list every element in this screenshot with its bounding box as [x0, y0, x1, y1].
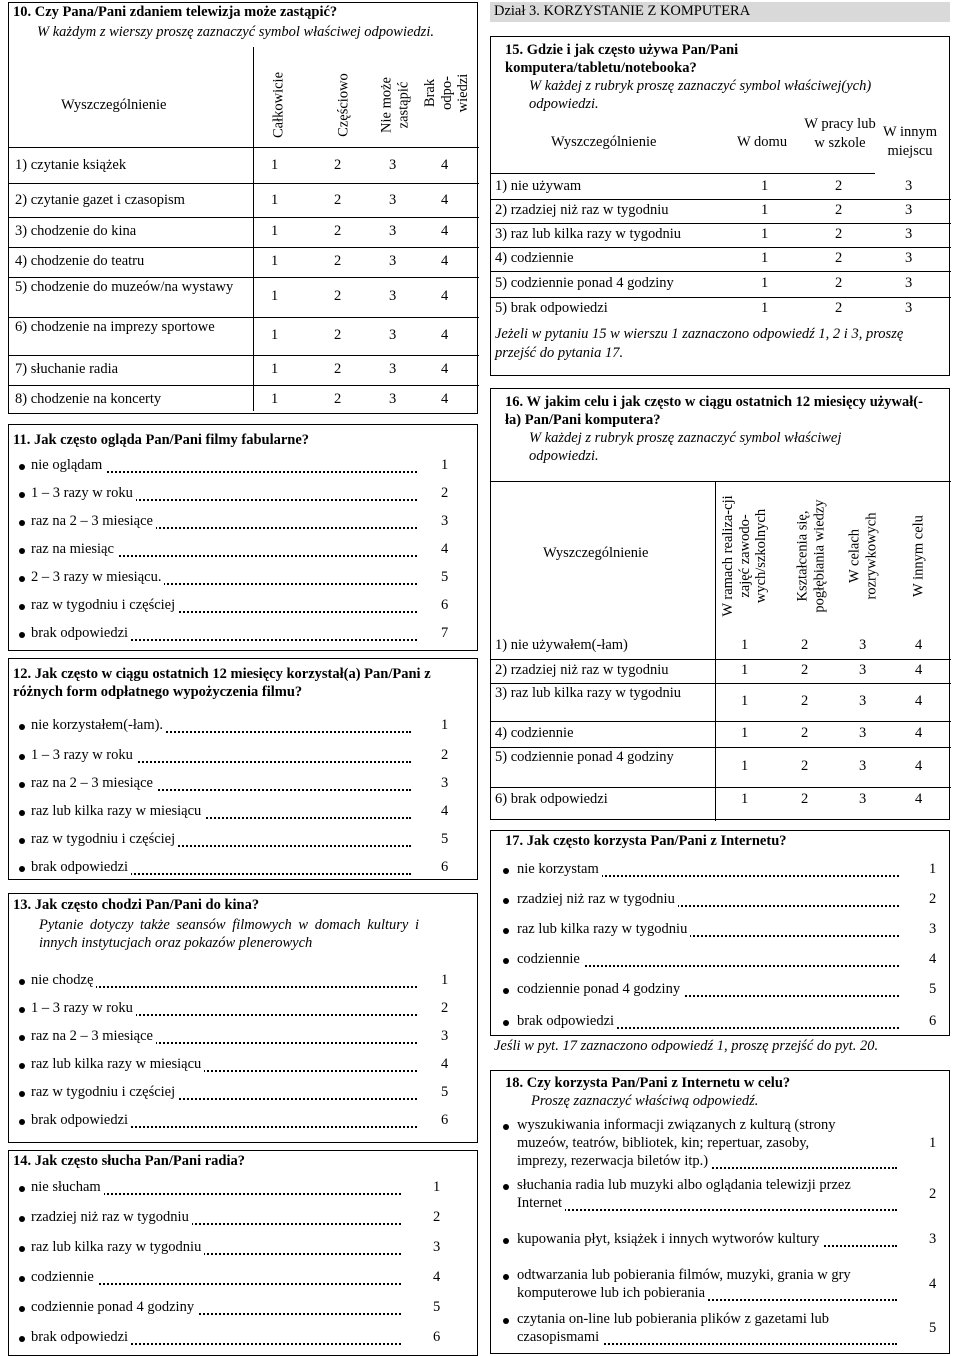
q13-bullet-icon [19, 1091, 25, 1097]
q10-code-4[interactable]: 4 [441, 391, 449, 407]
q14-bullet-icon [19, 1336, 25, 1342]
q18-option-code[interactable]: 4 [929, 1276, 937, 1292]
q12-option-code[interactable]: 3 [441, 775, 449, 791]
q10-col-header-4: Brak odpo-wiedzi [421, 73, 472, 113]
q15-code-3[interactable]: 3 [905, 300, 913, 316]
q17-option-code[interactable]: 6 [929, 1013, 937, 1029]
q13-option-label[interactable]: raz w tygodniu i częściej [31, 1084, 178, 1101]
q10-code-1[interactable]: 1 [271, 157, 279, 173]
q13-box [8, 893, 478, 1143]
q16-box [490, 388, 950, 820]
q12-option-code[interactable]: 5 [441, 831, 449, 847]
q15-code-2[interactable]: 2 [835, 250, 843, 266]
q17-option-label[interactable]: codziennie [517, 951, 583, 968]
q14-bullet-icon [19, 1246, 25, 1252]
q13-option-label[interactable]: brak odpowiedzi [31, 1112, 131, 1129]
q14-option-code[interactable]: 1 [433, 1179, 441, 1195]
q18-bullet-icon [503, 1274, 509, 1280]
q13-option-code[interactable]: 3 [441, 1028, 449, 1044]
section3-bar [490, 2, 950, 22]
q11-bullet-icon [19, 576, 25, 582]
q11-option-label[interactable]: nie oglądam [31, 457, 105, 474]
q14-option-code[interactable]: 3 [433, 1239, 441, 1255]
q10-col-header-1: Całkowicie [270, 71, 287, 139]
q10-code-3[interactable]: 3 [389, 288, 397, 304]
q15-code-2[interactable]: 2 [835, 226, 843, 242]
q12-option-label[interactable]: 1 – 3 razy w roku [31, 747, 136, 764]
q15-code-2[interactable]: 2 [835, 275, 843, 291]
q10-col-header-2: Częściowo [335, 73, 352, 137]
q10-code-4[interactable]: 4 [441, 157, 449, 173]
q11-option-label[interactable]: raz na miesiąc [31, 541, 117, 558]
q11-option-code[interactable]: 2 [441, 485, 449, 501]
q12-bullet-icon [19, 724, 25, 730]
q16-code-2[interactable]: 2 [801, 637, 809, 653]
q16-col-header-2: Kształcenia się, pogłębiania wiedzy [794, 499, 827, 613]
q12-option-label[interactable]: brak odpowiedzi [31, 859, 131, 876]
q10-row [9, 277, 477, 317]
q11-option-code[interactable]: 6 [441, 597, 449, 613]
q16-row-label: 5) codziennie ponad 4 godziny [495, 749, 674, 765]
q10-row-label: 3) chodzenie do kina [15, 223, 137, 239]
q10-code-2[interactable]: 2 [334, 157, 342, 173]
q15-row [491, 297, 949, 321]
q18-bullet-icon [503, 1318, 509, 1324]
q16-title: 16. W jakim celu i jak często w ciągu ostatnich 12 miesięcy używał(-ła) Pan/Pani komputera? [505, 394, 923, 428]
q16-row-label: 1) nie używałem(-łam) [495, 637, 628, 653]
q16-row-label: 2) rzadziej niż raz w tygodniu [495, 662, 669, 678]
q16-col-header-4: W innym celu [910, 515, 927, 597]
q16-code-4[interactable]: 4 [915, 662, 923, 678]
q10-code-3[interactable]: 3 [389, 391, 397, 407]
q15-row-label: 1) nie używam [495, 178, 582, 194]
q15-row [491, 223, 949, 247]
q17-bullet-icon [503, 958, 509, 964]
q12-bullet-icon [19, 866, 25, 872]
q17-bullet-icon [503, 868, 509, 874]
q15-col-header-2: W pracy lub w szkole [804, 116, 876, 151]
q16-code-1[interactable]: 1 [741, 791, 749, 807]
q15-row-label: 2) rzadziej niż raz w tygodniu [495, 202, 669, 218]
q10-row [9, 317, 477, 355]
q17-note: Jeśli w pyt. 17 zaznaczono odpowiedź 1, proszę przejść do pyt. 20. [494, 1038, 879, 1054]
q14-bullet-icon [19, 1276, 25, 1282]
q12-option-code[interactable]: 4 [441, 803, 449, 819]
q17-bullet-icon [503, 928, 509, 934]
q12-option-label[interactable]: nie korzystałem(-łam). [31, 717, 166, 734]
q17-option-label[interactable]: codziennie ponad 4 godziny [517, 981, 683, 998]
q15-code-2[interactable]: 2 [835, 178, 843, 194]
q16-code-1[interactable]: 1 [741, 637, 749, 653]
q15-row-label: 5) brak odpowiedzi [495, 300, 608, 316]
q10-code-2[interactable]: 2 [334, 253, 342, 269]
q11-bullet-icon [19, 464, 25, 470]
q10-code-2[interactable]: 2 [334, 192, 342, 208]
q18-bullet-icon [503, 1124, 509, 1130]
q13-option-code[interactable]: 6 [441, 1112, 449, 1128]
q10-code-1[interactable]: 1 [271, 288, 279, 304]
q16-row [491, 787, 949, 813]
q16-code-3[interactable]: 3 [859, 637, 867, 653]
q10-code-4[interactable]: 4 [441, 327, 449, 343]
q14-title: 14. Jak często słucha Pan/Pani radia? [13, 1153, 246, 1169]
q10-code-3[interactable]: 3 [389, 327, 397, 343]
q18-option-line[interactable]: czasopismami [517, 1329, 602, 1346]
q12-option-label[interactable]: raz lub kilka razy w miesiącu [31, 803, 204, 820]
q16-code-1[interactable]: 1 [741, 725, 749, 741]
q18-bullet-icon [503, 1238, 509, 1244]
q14-option-label[interactable]: raz lub kilka razy w tygodniu [31, 1239, 204, 1256]
q16-code-3[interactable]: 3 [859, 693, 867, 709]
q10-code-1[interactable]: 1 [271, 192, 279, 208]
q14-option-label[interactable]: codziennie [31, 1269, 97, 1286]
q15-code-1[interactable]: 1 [761, 226, 769, 242]
q11-option-code[interactable]: 1 [441, 457, 449, 473]
q12-bullet-icon [19, 838, 25, 844]
q18-box [490, 1070, 950, 1354]
q15-code-1[interactable]: 1 [761, 202, 769, 218]
q16-code-4[interactable]: 4 [915, 791, 923, 807]
q17-option-label[interactable]: raz lub kilka razy w tygodniu [517, 921, 690, 938]
q18-option-code[interactable]: 1 [929, 1135, 937, 1151]
q11-option-code[interactable]: 5 [441, 569, 449, 585]
q10-row-label: 7) słuchanie radia [15, 361, 119, 377]
q16-row-label: 3) raz lub kilka razy w tygodniu [495, 685, 682, 701]
q15-code-3[interactable]: 3 [905, 250, 913, 266]
q15-code-3[interactable]: 3 [905, 202, 913, 218]
q10-row-divider [9, 183, 479, 184]
q16-header-spec: Wyszczególnienie [543, 545, 649, 561]
q15-header-spec: Wyszczególnienie [551, 134, 657, 150]
q15-box [490, 36, 950, 376]
q17-option-label[interactable]: nie korzystam [517, 861, 602, 878]
q11-bullet-icon [19, 632, 25, 638]
q16-code-4[interactable]: 4 [915, 693, 923, 709]
q16-code-1[interactable]: 1 [741, 693, 749, 709]
q14-bullet-icon [19, 1186, 25, 1192]
q17-bullet-icon [503, 898, 509, 904]
q17-box [490, 830, 950, 1036]
q10-row [9, 355, 477, 385]
q16-code-3[interactable]: 3 [859, 725, 867, 741]
q18-option-line[interactable]: Internet [517, 1195, 565, 1212]
q10-row-label: 5) chodzenie do muzeów/na wystawy [15, 279, 234, 295]
q17-option-code[interactable]: 3 [929, 921, 937, 937]
q14-bullet-icon [19, 1306, 25, 1312]
q15-row [491, 175, 949, 199]
q18-option-line[interactable]: wyszukiwania informacji związanych z kulturą (strony [517, 1117, 836, 1133]
q16-row [491, 721, 949, 747]
q11-option-label[interactable]: raz na 2 – 3 miesiące [31, 513, 156, 530]
q18-option-line[interactable]: odtwarzania lub pobierania filmów, muzyki, grania w gry [517, 1267, 851, 1283]
q10-code-2[interactable]: 2 [334, 361, 342, 377]
q10-row [9, 217, 477, 247]
q12-option-code[interactable]: 2 [441, 747, 449, 763]
q10-code-3[interactable]: 3 [389, 192, 397, 208]
q16-code-3[interactable]: 3 [859, 791, 867, 807]
q16-code-3[interactable]: 3 [859, 662, 867, 678]
q16-code-2[interactable]: 2 [801, 662, 809, 678]
q14-option-code[interactable]: 6 [433, 1329, 441, 1345]
q10-code-3[interactable]: 3 [389, 157, 397, 173]
q13-instruction: Pytanie dotyczy także seansów filmowych w domach kultury i innych instytucjach oraz pokazów plenerowych [39, 917, 419, 951]
q14-option-code[interactable]: 5 [433, 1299, 441, 1315]
q16-row-label: 6) brak odpowiedzi [495, 791, 608, 807]
q13-bullet-icon [19, 1119, 25, 1125]
q10-code-2[interactable]: 2 [334, 327, 342, 343]
q14-option-label[interactable]: codziennie ponad 4 godziny [31, 1299, 197, 1316]
q11-bullet-icon [19, 520, 25, 526]
q15-code-3[interactable]: 3 [905, 178, 913, 194]
q11-bullet-icon [19, 548, 25, 554]
q15-row [491, 199, 949, 223]
q13-option-code[interactable]: 1 [441, 972, 449, 988]
q18-title: 18. Czy korzysta Pan/Pani z Internetu w celu? [505, 1075, 791, 1091]
q10-code-3[interactable]: 3 [389, 361, 397, 377]
q12-option-code[interactable]: 1 [441, 717, 449, 733]
q18-option-code[interactable]: 2 [929, 1186, 937, 1202]
q15-code-3[interactable]: 3 [905, 226, 913, 242]
q16-code-1[interactable]: 1 [741, 758, 749, 774]
q10-row-label: 6) chodzenie na imprezy sportowe [15, 319, 215, 335]
q11-option-code[interactable]: 7 [441, 625, 449, 641]
q13-bullet-icon [19, 979, 25, 985]
q13-title: 13. Jak często chodzi Pan/Pani do kina? [13, 897, 260, 913]
q12-bullet-icon [19, 754, 25, 760]
q11-title: 11. Jak często ogląda Pan/Pani filmy fabularne? [13, 432, 310, 448]
q10-code-1[interactable]: 1 [271, 327, 279, 343]
q12-option-label[interactable]: raz na 2 – 3 miesiące [31, 775, 156, 792]
q16-code-2[interactable]: 2 [801, 791, 809, 807]
q17-option-code[interactable]: 2 [929, 891, 937, 907]
q13-option-code[interactable]: 2 [441, 1000, 449, 1016]
q15-code-1[interactable]: 1 [761, 250, 769, 266]
q16-code-4[interactable]: 4 [915, 637, 923, 653]
q10-row-label: 8) chodzenie na koncerty [15, 391, 162, 407]
q10-code-3[interactable]: 3 [389, 223, 397, 239]
q18-option-line[interactable]: muzeów, teatrów, bibliotek, kin; repertuar, zasoby, [517, 1135, 810, 1151]
q14-option-label[interactable]: brak odpowiedzi [31, 1329, 131, 1346]
q17-bullet-icon [503, 988, 509, 994]
q16-code-2[interactable]: 2 [801, 758, 809, 774]
q15-code-3[interactable]: 3 [905, 275, 913, 291]
q16-row [491, 659, 949, 683]
section3-title: Dział 3. KORZYSTANIE Z KOMPUTERA [494, 3, 751, 19]
q10-code-2[interactable]: 2 [334, 288, 342, 304]
q10-row-label: 4) chodzenie do teatru [15, 253, 145, 269]
q13-option-code[interactable]: 4 [441, 1056, 449, 1072]
q10-box [8, 2, 478, 414]
q11-option-label[interactable]: 1 – 3 razy w roku [31, 485, 136, 502]
q15-code-2[interactable]: 2 [835, 202, 843, 218]
q16-instruction: W każdej z rubryk proszę zaznaczyć symbol właściwej odpowiedzi. [529, 430, 842, 464]
q18-option-line[interactable]: czytania on-line lub pobierania plików z gazetami lub [517, 1311, 830, 1327]
q10-code-2[interactable]: 2 [334, 391, 342, 407]
q10-row [9, 385, 477, 415]
q10-row [9, 185, 477, 217]
q18-option-line[interactable]: słuchania radia lub muzyki albo oglądania telewizji przez [517, 1177, 851, 1193]
q16-row [491, 683, 949, 721]
q16-col-header-1: W ramach realiza-cji zajęć zawodo-wych/szkolnych [719, 495, 770, 617]
q16-row [491, 633, 949, 659]
q12-bullet-icon [19, 782, 25, 788]
q15-title: 15. Gdzie i jak często używa Pan/Pani komputera/tabletu/notebooka? [505, 42, 739, 76]
q11-bullet-icon [19, 492, 25, 498]
q13-option-code[interactable]: 5 [441, 1084, 449, 1100]
q17-option-label[interactable]: brak odpowiedzi [517, 1013, 617, 1030]
q10-title: 10. Czy Pana/Pani zdaniem telewizja może zastąpić? [13, 4, 338, 20]
q12-bullet-icon [19, 810, 25, 816]
q16-code-3[interactable]: 3 [859, 758, 867, 774]
q17-bullet-icon [503, 1020, 509, 1026]
q10-code-1[interactable]: 1 [271, 391, 279, 407]
q14-option-label[interactable]: nie słucham [31, 1179, 104, 1196]
q10-row-label: 1) czytanie książek [15, 157, 127, 173]
q10-code-4[interactable]: 4 [441, 361, 449, 377]
q15-code-1[interactable]: 1 [761, 178, 769, 194]
q13-bullet-icon [19, 1007, 25, 1013]
q15-row [491, 247, 949, 271]
q10-code-4[interactable]: 4 [441, 253, 449, 269]
q10-row [9, 149, 477, 183]
q10-row [9, 247, 477, 277]
q15-code-1[interactable]: 1 [761, 275, 769, 291]
q10-code-1[interactable]: 1 [271, 253, 279, 269]
q18-option-line[interactable]: kupowania płyt, książek i innych wytworów kultury [517, 1231, 822, 1248]
q18-option-line[interactable]: komputerowe lub ich pobierania [517, 1285, 708, 1302]
q10-code-2[interactable]: 2 [334, 223, 342, 239]
q14-option-label[interactable]: rzadziej niż raz w tygodniu [31, 1209, 192, 1226]
q15-row-label: 4) codziennie [495, 250, 574, 266]
q17-option-code[interactable]: 4 [929, 951, 937, 967]
q16-code-4[interactable]: 4 [915, 725, 923, 741]
q15-col-header-1: W domu [737, 134, 788, 150]
q10-row-label: 2) czytanie gazet i czasopism [15, 192, 185, 208]
q15-code-2[interactable]: 2 [835, 300, 843, 316]
q16-code-1[interactable]: 1 [741, 662, 749, 678]
q14-box [8, 1150, 478, 1356]
q10-instruction: W każdym z wierszy proszę zaznaczyć symbol właściwej odpowiedzi. [37, 24, 434, 40]
q18-instruction: Proszę zaznaczyć właściwą odpowiedź. [531, 1093, 759, 1109]
q10-code-3[interactable]: 3 [389, 253, 397, 269]
q13-option-label[interactable]: nie chodzę [31, 972, 96, 989]
q11-option-code[interactable]: 3 [441, 513, 449, 529]
q10-code-4[interactable]: 4 [441, 288, 449, 304]
q16-col-header-3: W celach rozrywkowych [846, 512, 879, 600]
q15-code-1[interactable]: 1 [761, 300, 769, 316]
q13-option-label[interactable]: 1 – 3 razy w roku [31, 1000, 136, 1017]
q18-option-code[interactable]: 3 [929, 1231, 937, 1247]
q11-option-label[interactable]: brak odpowiedzi [31, 625, 131, 642]
q16-row-label: 4) codziennie [495, 725, 574, 741]
q12-option-code[interactable]: 6 [441, 859, 449, 875]
q13-bullet-icon [19, 1035, 25, 1041]
q13-option-label[interactable]: raz na 2 – 3 miesiące [31, 1028, 156, 1045]
q10-code-4[interactable]: 4 [441, 192, 449, 208]
q13-option-label[interactable]: raz lub kilka razy w miesiącu [31, 1056, 204, 1073]
q16-code-2[interactable]: 2 [801, 725, 809, 741]
q14-option-code[interactable]: 4 [433, 1269, 441, 1285]
q14-bullet-icon [19, 1216, 25, 1222]
q12-title: 12. Jak często w ciągu ostatnich 12 miesięcy korzystał(a) Pan/Pani z różnych form odpłatnego wypożyczenia filmu? [13, 666, 431, 700]
q17-option-label[interactable]: rzadziej niż raz w tygodniu [517, 891, 678, 908]
q17-option-code[interactable]: 1 [929, 861, 937, 877]
q10-code-4[interactable]: 4 [441, 223, 449, 239]
q11-option-label[interactable]: raz w tygodniu i częściej [31, 597, 178, 614]
q10-code-1[interactable]: 1 [271, 223, 279, 239]
q18-option-code[interactable]: 5 [929, 1320, 937, 1336]
q18-bullet-icon [503, 1184, 509, 1190]
q12-box [8, 658, 478, 880]
q15-note: Jeżeli w pytaniu 15 w wierszu 1 zaznaczono odpowiedź 1, 2 i 3, proszę przejść do pytania 17. [495, 326, 904, 361]
q18-option-line[interactable]: imprezy, rezerwacja biletów itp.) [517, 1153, 711, 1170]
q10-header-spec: Wyszczególnienie [61, 97, 167, 113]
q14-option-code[interactable]: 2 [433, 1209, 441, 1225]
q10-col-header-3: Nie może zastąpić [378, 77, 411, 133]
q12-option-label[interactable]: raz w tygodniu i częściej [31, 831, 178, 848]
q16-code-4[interactable]: 4 [915, 758, 923, 774]
q16-code-2[interactable]: 2 [801, 693, 809, 709]
q16-row [491, 747, 949, 787]
q10-code-1[interactable]: 1 [271, 361, 279, 377]
q15-row-label: 3) raz lub kilka razy w tygodniu [495, 226, 682, 242]
q11-option-code[interactable]: 4 [441, 541, 449, 557]
q11-box [8, 424, 478, 651]
q11-option-label[interactable]: 2 – 3 razy w miesiącu. [31, 569, 164, 586]
q13-bullet-icon [19, 1063, 25, 1069]
q15-row-label: 5) codziennie ponad 4 godziny [495, 275, 674, 291]
q17-option-code[interactable]: 5 [929, 981, 937, 997]
q15-col-header-3: W innym miejscu [882, 124, 938, 159]
q15-instruction: W każdej z rubryk proszę zaznaczyć symbol właściwej(ych) odpowiedzi. [529, 78, 872, 112]
q17-title: 17. Jak często korzysta Pan/Pani z Internetu? [505, 833, 787, 849]
q18-leader [517, 1209, 897, 1211]
q11-bullet-icon [19, 604, 25, 610]
q15-row [491, 271, 949, 297]
